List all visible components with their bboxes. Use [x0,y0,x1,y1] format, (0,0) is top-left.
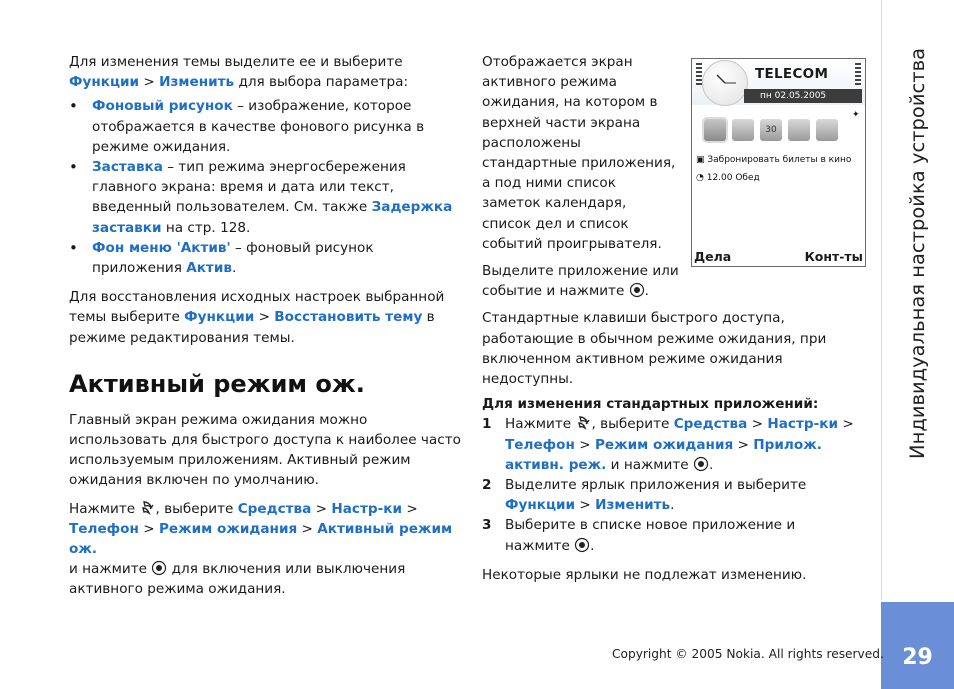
menu-key-icon [576,415,592,431]
list-item: • Заставка – тип режима энергосбережения главного экрана: время и дата или текст, введенный пользователем. См. также Задержка заставки на стр. 128. [69,157,461,238]
printer-icon [816,119,838,141]
section-heading: Активный режим ож. [69,369,365,398]
link-functions: Функции [69,74,140,91]
page-number: 29 [902,645,933,670]
instructions-paragraph: Нажмите , выберите Средства > Настр-ки > Телефон > Режим ожидания > Активный режим ож. и нажмите для включения или выключения активного режима ожидания. [69,500,453,598]
softkey-right: Конт-ты [804,249,863,264]
calendar-icon: 30 [760,119,782,141]
intro-paragraph: Для изменения темы выделите ее и выберите Функции > Изменить для выбора параметра: [69,54,409,91]
right-para-3: Стандартные клавиши быстрого доступа, работающие в обычном режиме ожидания, при включенном активном режиме ожидания недоступны. [482,310,827,388]
center-select-key-icon [574,537,590,553]
scroll-indicator-icon: ✦ [852,110,860,120]
operator-name: TELECOM [755,66,829,82]
message-icon [732,119,754,141]
list-item: • Фон меню 'Актив' – фоновый рисунок приложения Актив. [69,238,461,278]
camera-icon [788,119,810,141]
center-select-key-icon [629,282,645,298]
main-paragraph: Главный экран режима ожидания можно использовать для быстрого доступа к наиболее часто используемым приложениям. Активный режим ожидания включен по умолчанию. [69,411,461,489]
step-3: 3 Выберите в списке новое приложение и нажмите . [482,517,796,554]
subheading: Для изменения стандартных приложений: [482,396,819,413]
link-edit: Изменить [159,74,235,91]
menu-key-icon [140,500,156,516]
chapter-title: Индивидуальная настройка устройства [906,48,929,460]
phone-event-1: ▣ Забронировать билеты в кино [696,155,852,165]
list-item: • Фоновый рисунок – изображение, которое отображается в качестве фонового рисунка в режиме ожидания. [69,96,461,157]
bullet-list [69,96,461,278]
copyright: Copyright © 2005 Nokia. All rights reserved. [612,647,884,661]
step-2: 2 Выделите ярлык приложения и выберите Функции > Изменить. [482,477,807,514]
date-bar: пн 02.05.2005 [744,89,862,103]
center-select-key-icon [693,456,709,472]
left-column [69,52,461,600]
phone-top-bar [692,59,865,105]
right-para-2: Выделите приложение или событие и нажмите . [482,263,679,300]
phone-event-2: ◔ 12.00 Обед [696,173,760,183]
page-number-tab [881,602,954,689]
sidebar [881,0,954,689]
app-icon [704,119,726,141]
softkey-left: Дела [694,249,732,264]
center-select-key-icon [151,560,167,576]
restore-paragraph: Для восстановления исходных настроек выбранной темы выберите Функции > Восстановить тему в режиме редактирования темы. [69,289,445,346]
battery-icon [855,63,861,85]
step-1: 1 Нажмите , выберите Средства > Настр-ки > Телефон > Режим ожидания > Прилож. активн. реж. и нажмите . [482,416,854,473]
right-para-1: Отображается экран активного режима ожидания, на котором в верхней части экрана расположены стандартные приложения, а под ними список заметок календаря, список дел и список событий проигрывателя. [482,54,676,252]
app-shortcut-bar [702,119,857,145]
clock-icon [702,60,748,106]
phone-screen-image [691,58,866,267]
note: Некоторые ярлыки не подлежат изменению. [482,566,807,583]
